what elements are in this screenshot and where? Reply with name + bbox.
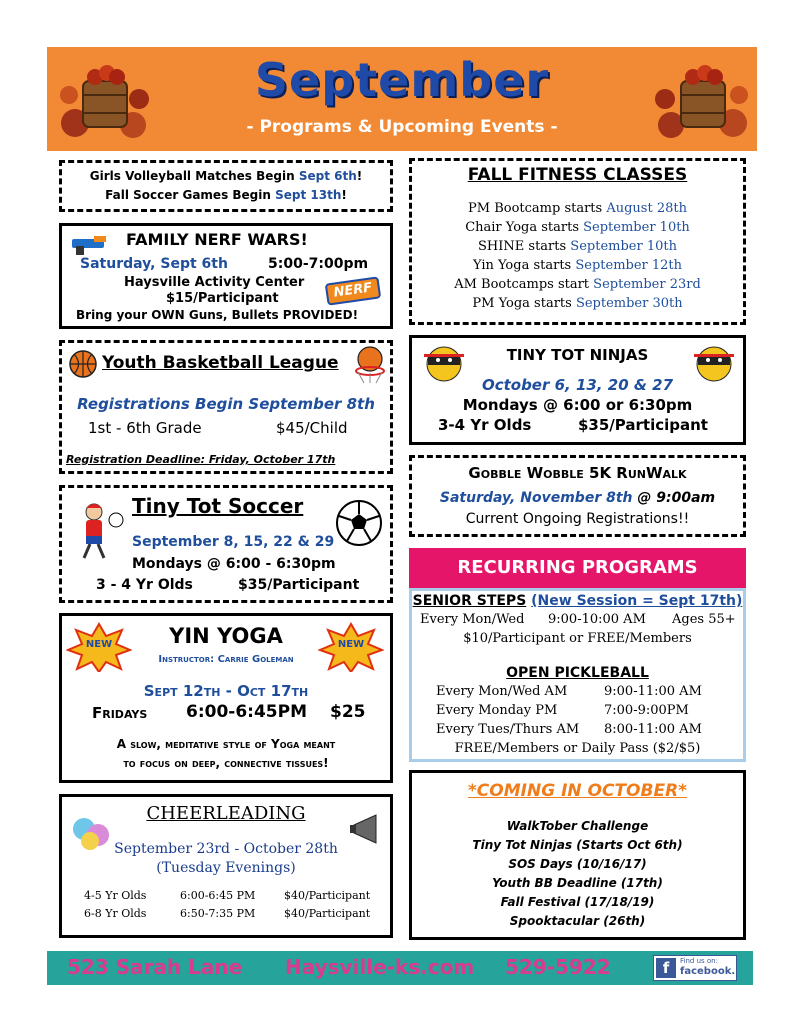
footer-bar [47, 951, 753, 985]
facebook-find-text: Find us on: [680, 957, 718, 965]
footer-address: 523 Sarah Lane [67, 955, 243, 979]
nerf-logo: NERF [325, 276, 382, 305]
october-item: Fall Festival (17/18/19) [500, 895, 655, 909]
october-item: Youth BB Deadline (17th) [492, 876, 663, 890]
ninjas-price: $35/Participant [578, 416, 708, 434]
cheer-dates: September 23rd - October 28th [114, 841, 338, 857]
pickleball-time: 9:00-11:00 AM [604, 684, 702, 699]
cheer-row-ages: 6-8 Yr Olds [84, 907, 147, 920]
yoga-time: 6:00-6:45PM [186, 702, 308, 722]
nerf-date: Saturday, Sept 6th [80, 256, 228, 272]
fitness-item: PM Yoga starts September 30th [472, 296, 683, 311]
volleyball-line: Girls Volleyball Matches Begin Sept 6th! [89, 169, 363, 183]
volleyball-soccer-box [59, 160, 393, 212]
basketball-icon [68, 349, 98, 379]
october-title: *COMING IN OCTOBER* [467, 781, 688, 801]
pickleball-day: Every Monday PM [436, 703, 558, 718]
soccer-player-icon [70, 502, 126, 562]
soccer-title: Tiny Tot Soccer [132, 494, 304, 518]
yin-yoga-box [59, 613, 393, 783]
yoga-day: Fridays [92, 704, 148, 722]
recurring-programs-box [409, 588, 746, 762]
fall-fitness-box [409, 158, 746, 325]
nerf-note: Bring your OWN Guns, Bullets PROVIDED! [76, 308, 359, 322]
soccer-time: Mondays @ 6:00 - 6:30pm [132, 556, 336, 572]
pickleball-day: Every Tues/Thurs AM [436, 722, 580, 737]
cheer-row-ages: 4-5 Yr Olds [84, 889, 147, 902]
new-badge-right: NEW [337, 639, 365, 650]
cheer-row-price: $40/Participant [284, 889, 371, 902]
coming-october-box [409, 770, 746, 940]
basketball-grades: 1st - 6th Grade [88, 419, 202, 437]
basketball-registration: Registrations Begin September 8th [77, 395, 375, 413]
nerf-title: FAMILY NERF WARS! [126, 230, 308, 249]
october-item: Tiny Tot Ninjas (Starts Oct 6th) [472, 838, 683, 852]
footer-phone: 529-5922 [505, 955, 611, 979]
basketball-deadline: Registration Deadline: Friday, October 17th [66, 453, 336, 466]
basketball-box [59, 340, 393, 474]
pickleball-time: 7:00-9:00PM [604, 703, 689, 718]
nerf-wars-box [59, 223, 393, 329]
basketball-hoop-icon [352, 345, 388, 385]
yoga-price: $25 [330, 702, 366, 722]
new-badge-left: NEW [85, 639, 113, 650]
october-item: Spooktacular (26th) [509, 914, 646, 928]
facebook-name: facebook. [680, 966, 736, 977]
soccer-ages: 3 - 4 Yr Olds [96, 577, 193, 593]
ninjas-title: TINY TOT NINJAS [506, 346, 649, 364]
basketball-price: $45/Child [276, 419, 348, 437]
nerf-time: 5:00-7:00pm [268, 256, 369, 272]
senior-steps-price: $10/Participant or FREE/Members [463, 631, 692, 646]
recurring-banner [409, 548, 746, 588]
yoga-description-1: A slow, meditative style of Yoga meant [116, 737, 336, 751]
fitness-item: Yin Yoga starts September 12th [472, 258, 683, 273]
header-banner [47, 47, 757, 151]
nerf-price: $15/Participant [166, 291, 279, 306]
gobble-wobble-box [409, 455, 746, 537]
soccer-games-line: Fall Soccer Games Begin Sept 13th! [105, 188, 347, 202]
page-title: September [254, 53, 550, 107]
facebook-icon: f [656, 958, 676, 978]
ninjas-ages: 3-4 Yr Olds [438, 416, 532, 434]
ninjas-time: Mondays @ 6:00 or 6:30pm [462, 396, 693, 414]
facebook-badge[interactable] [653, 955, 737, 981]
yoga-description-2: to focus on deep, connective tissues! [123, 756, 329, 770]
yoga-instructor: Instructor: Carrie Goleman [158, 654, 294, 665]
tiny-tot-soccer-box [59, 485, 393, 603]
cheer-row-price: $40/Participant [284, 907, 371, 920]
tiny-tot-ninjas-box [409, 335, 746, 445]
october-item: WalkTober Challenge [506, 819, 649, 833]
ninjas-dates: October 6, 13, 20 & 27 [481, 376, 674, 394]
october-item: SOS Days (10/16/17) [508, 857, 647, 871]
senior-steps-heading: SENIOR STEPS (New Session = Sept 17th) [412, 593, 743, 609]
cheerleading-box [59, 794, 393, 938]
gobble-note: Current Ongoing Registrations!! [465, 511, 690, 527]
soccer-dates: September 8, 15, 22 & 29 [132, 534, 335, 550]
yoga-title: YIN YOGA [169, 624, 283, 648]
cheer-row-time: 6:50-7:35 PM [180, 907, 256, 920]
senior-steps-time: 9:00-10:00 AM [548, 612, 646, 627]
cheer-title: CHEERLEADING [146, 803, 306, 824]
fitness-title: FALL FITNESS CLASSES [467, 165, 688, 185]
fitness-item: AM Bootcamps start September 23rd [454, 277, 701, 292]
soccer-price: $35/Participant [238, 577, 360, 593]
pickleball-note: FREE/Members or Daily Pass ($2/$5) [454, 741, 701, 756]
cheer-row-time: 6:00-6:45 PM [180, 889, 256, 902]
fitness-item: SHINE starts September 10th [478, 239, 677, 254]
senior-steps-ages: Ages 55+ [672, 612, 736, 627]
page-subtitle: - Programs & Upcoming Events - [246, 117, 558, 137]
fitness-item: PM Bootcamp starts August 28th [468, 201, 687, 216]
gobble-title: Gobble Wobble 5K RunWalk [468, 464, 687, 482]
footer-website[interactable]: Haysville-ks.com [285, 955, 475, 979]
pickleball-heading: OPEN PICKLEBALL [506, 665, 649, 681]
senior-steps-day: Every Mon/Wed [420, 612, 525, 627]
pickleball-time: 8:00-11:00 AM [604, 722, 702, 737]
nerf-gun-icon [70, 234, 110, 256]
gobble-date-line: Saturday, November 8th @ 9:00am [439, 490, 716, 506]
basketball-title: Youth Basketball League [102, 353, 339, 373]
fitness-item: Chair Yoga starts September 10th [465, 220, 690, 235]
recurring-banner-text: RECURRING PROGRAMS [457, 557, 698, 578]
pickleball-day: Every Mon/Wed AM [436, 684, 568, 699]
yoga-dates: Sept 12th - Oct 17th [143, 682, 309, 700]
soccer-ball-icon [334, 498, 384, 548]
nerf-location: Haysville Activity Center [124, 275, 305, 290]
cheer-evenings: (Tuesday Evenings) [156, 860, 296, 876]
